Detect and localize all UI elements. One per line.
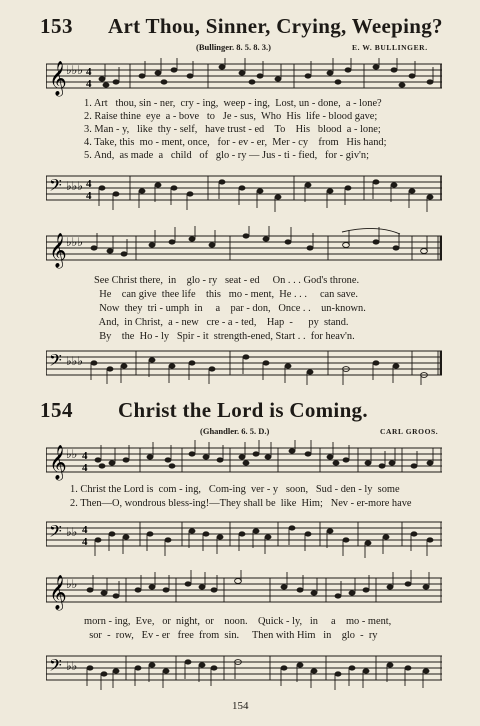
svg-text:4: 4 (82, 524, 88, 536)
svg-text:4: 4 (86, 178, 92, 190)
music-staff-treble (46, 570, 442, 612)
hymn-number: 154 (40, 398, 73, 422)
svg-text:𝄞: 𝄞 (49, 445, 67, 480)
music-staff-bass (46, 345, 442, 385)
svg-text:𝄢: 𝄢 (49, 350, 62, 374)
svg-text:4: 4 (86, 78, 92, 90)
music-staff-treble (46, 226, 442, 270)
svg-text:𝄞: 𝄞 (49, 575, 67, 610)
svg-text:♭♭: ♭♭ (66, 577, 78, 591)
stanza-1-line: 1. Art thou, sin - ner, cry - ing, weep - ing, Lost, un - done, a - lone? (84, 98, 382, 109)
refrain-line-3: Now they tri - umph in a par - don, Once . . un-known. (94, 303, 366, 314)
hymn-title: Christ the Lord is Coming. (118, 398, 368, 422)
svg-text:4: 4 (82, 450, 88, 462)
refrain-line-4: And, in Christ, a - new cre - a - ted, Hap - py stand. (94, 317, 349, 328)
hymn-number: 153 (40, 14, 73, 38)
music-staff-bass (46, 514, 442, 558)
stanza-4-line: 4. Take, this mo - ment, once, for - ev - er, Mer - cy from His hand; (84, 137, 387, 148)
svg-text:♭♭: ♭♭ (66, 525, 78, 539)
svg-text:4: 4 (82, 462, 88, 474)
svg-text:♭♭♭: ♭♭♭ (66, 235, 83, 249)
svg-text:4: 4 (86, 190, 92, 202)
refrain-line-2: He can give thee life this mo - ment, He . . . can save. (94, 289, 359, 300)
stanza-2-line: sor - row, Ev - er free from sin. Then with Him in glo - ry (84, 630, 378, 641)
refrain-line-5: By the Ho - ly Spir - it strength-ened, Start . . for heav'n. (94, 331, 355, 342)
music-staff-treble (46, 440, 442, 482)
svg-text:𝄢: 𝄢 (49, 175, 62, 199)
hymn-meter: (Ghandler. 6. 5. D.) (200, 426, 270, 436)
stanza-2-line: 2. Then—O, wondrous bless-ing!—They shall be like Him; Nev - er-more have (70, 498, 412, 509)
hymn-title: Art Thou, Sinner, Crying, Weeping? (108, 14, 443, 38)
svg-text:♭♭♭: ♭♭♭ (66, 354, 83, 368)
refrain-line-1: See Christ there, in glo - ry seat - ed On . . . God's throne. (94, 275, 360, 286)
svg-text:4: 4 (82, 536, 88, 548)
hymn-meter: (Bullinger. 8. 5. 8. 3.) (196, 42, 272, 52)
music-staff-bass (46, 168, 442, 212)
hymn-author: E. W. BULLINGER. (352, 43, 428, 52)
svg-text:𝄢: 𝄢 (49, 521, 62, 545)
stanza-3-line: 3. Man - y, like thy - self, have trust - ed To His blood a - lone; (84, 124, 381, 135)
svg-text:𝄞: 𝄞 (49, 233, 67, 268)
music-staff-treble (46, 58, 442, 98)
stanza-1-line: morn - ing, Eve, or night, or noon. Quick - ly, in a mo - ment, (84, 616, 392, 627)
stanza-2-line: 2. Raise thine eye a - bove to Je - sus, Who His life - blood gave; (84, 111, 378, 122)
svg-text:𝄞: 𝄞 (49, 61, 67, 96)
page-number: 154 (232, 700, 249, 712)
stanza-5-line: 5. And, as made a child of glo - ry — Jus - ti - fied, for - giv'n; (84, 150, 369, 161)
svg-text:4: 4 (86, 66, 92, 78)
svg-text:♭♭: ♭♭ (66, 659, 78, 673)
svg-text:♭♭♭: ♭♭♭ (66, 179, 83, 193)
svg-text:𝄢: 𝄢 (49, 655, 62, 679)
music-staff-bass (46, 646, 442, 694)
hymn-author: CARL GROOS. (380, 427, 439, 436)
svg-text:♭♭♭: ♭♭♭ (66, 63, 83, 77)
svg-text:♭♭: ♭♭ (66, 447, 78, 461)
stanza-1-line: 1. Christ the Lord is com - ing, Com-ing ver - y soon, Sud - den - ly some (70, 484, 400, 495)
